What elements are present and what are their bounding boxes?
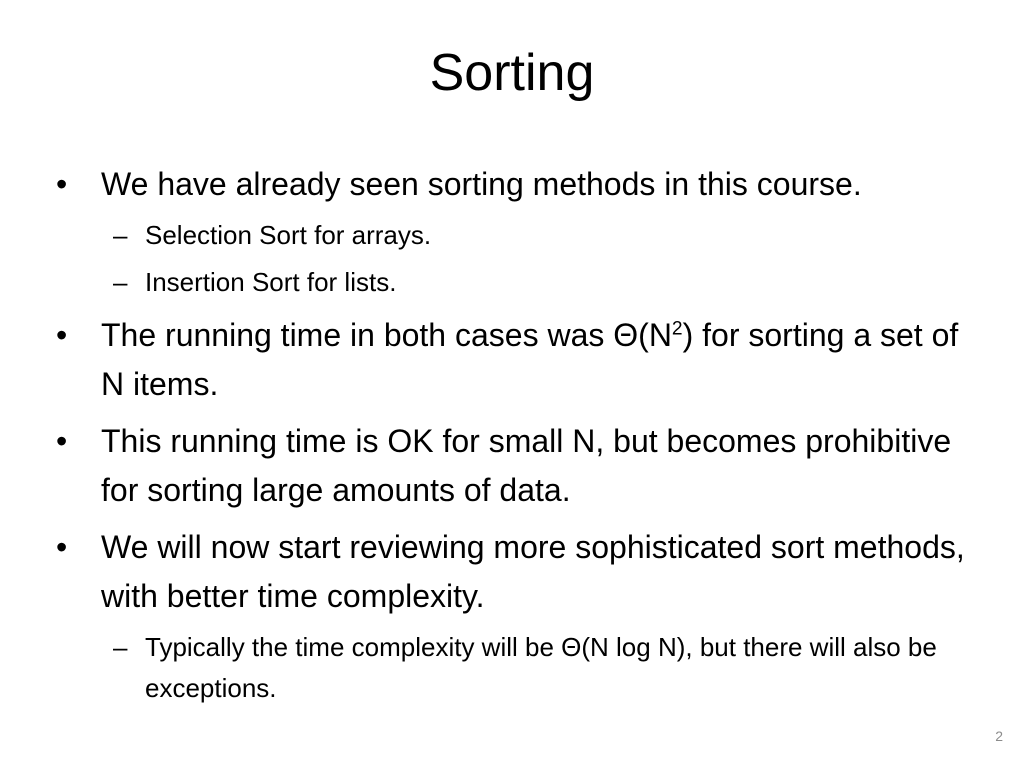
bullet-icon: • [56,529,68,565]
slide-title: Sorting [429,44,595,102]
dash-icon: – [113,267,128,297]
bullet-text: We have already seen sorting methods in this course. [101,166,862,202]
superscript: 2 [671,318,683,340]
bullet-text-pre: The running time in both cases was Θ(N [101,317,672,353]
dash-icon: – [113,632,128,662]
bullet-icon: • [56,423,68,459]
bullet-item [56,523,976,621]
bullet-text: This running time is OK for small N, but becomes prohibitive for sorting large amounts of data. [101,423,952,508]
page-number: 2 [995,728,1003,744]
sub-bullet-item [56,627,976,709]
slide-body [56,160,976,717]
bullet-icon: • [56,166,68,202]
dash-icon: – [113,220,128,250]
bullet-text-post: ) for sorting a set of N items. [101,317,959,402]
bullet-item [56,160,976,209]
bullet-icon: • [56,317,68,353]
sub-bullet-item [56,262,976,303]
sub-bullet-text: Typically the time complexity will be Θ(N log N), but there will also be exceptions. [145,632,937,703]
bullet-item [56,311,976,409]
bullet-text: We will now start reviewing more sophisticated sort methods, with better time complexity. [101,529,965,614]
sub-bullet-text: Selection Sort for arrays. [145,220,432,250]
sub-bullet-item [56,215,976,256]
bullet-item [56,417,976,515]
sub-bullet-text: Insertion Sort for lists. [145,267,397,297]
